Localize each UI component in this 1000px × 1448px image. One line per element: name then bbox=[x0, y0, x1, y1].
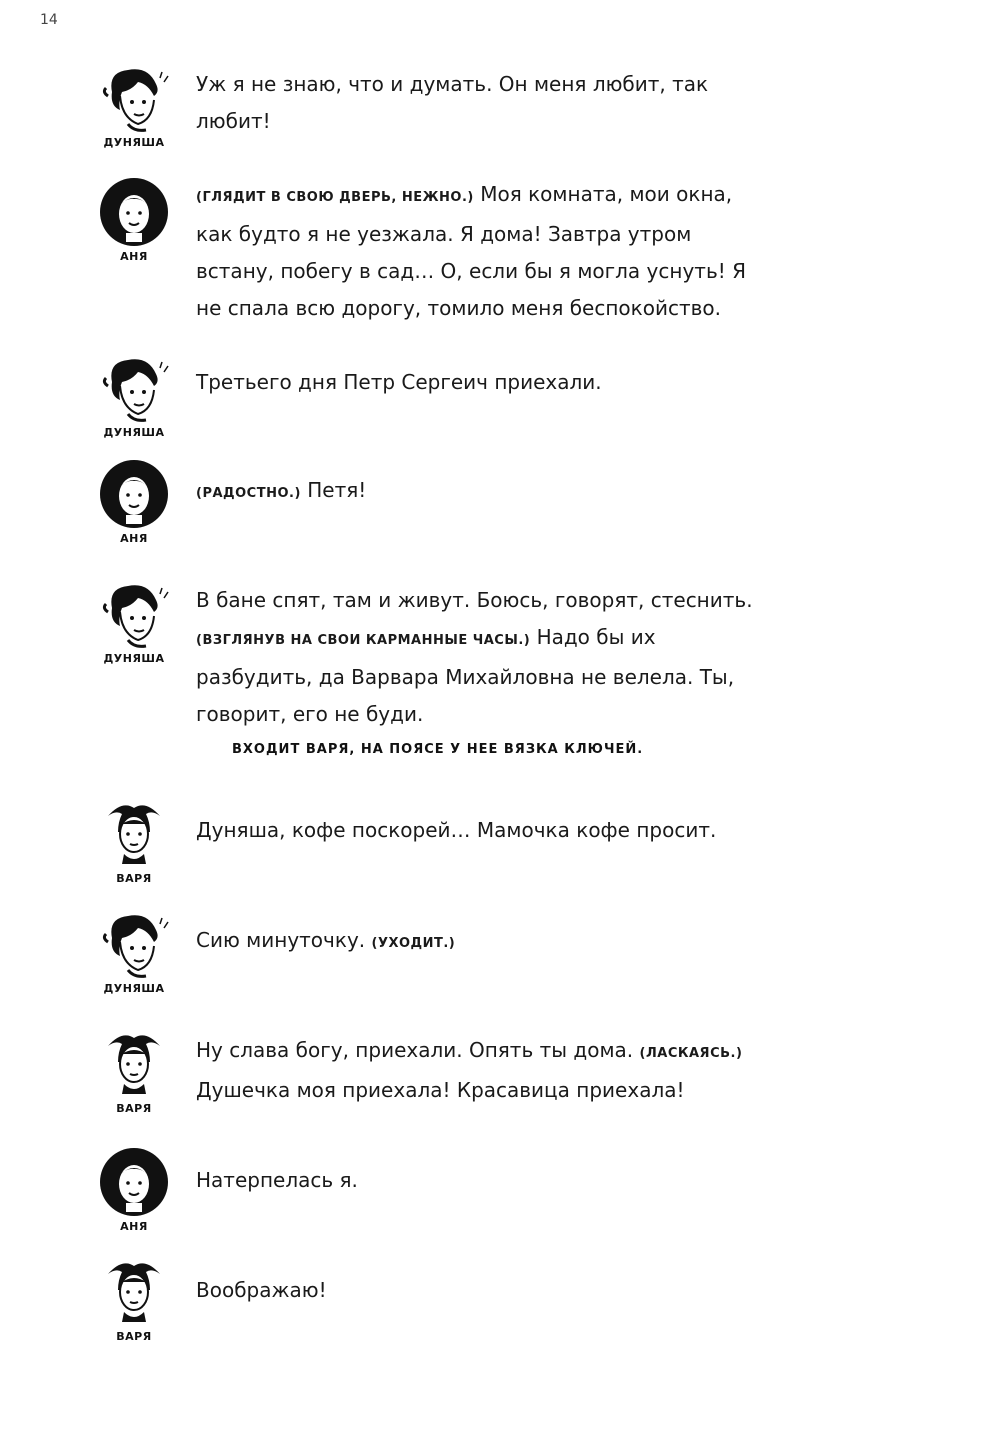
speech-text bbox=[196, 364, 756, 401]
speech-text bbox=[196, 176, 756, 327]
stage-direction bbox=[232, 742, 643, 757]
speech-text bbox=[196, 582, 756, 733]
speaker-name: ВАРЯ bbox=[116, 1330, 152, 1343]
dunyasha-portrait-icon bbox=[98, 578, 170, 650]
speaker-block bbox=[88, 1146, 180, 1233]
line-text: В бане спят, там и живут. Боюсь, говорят, стеснить. bbox=[196, 588, 753, 612]
speaker-name: ДУНЯША bbox=[103, 136, 165, 149]
varya-portrait-icon bbox=[98, 798, 170, 870]
speaker-block bbox=[88, 1256, 180, 1343]
speaker-name: ДУНЯША bbox=[103, 426, 165, 439]
stage-direction-inline: (РАДОСТНО.) bbox=[196, 486, 301, 501]
speech-text bbox=[196, 1162, 756, 1199]
speech-text bbox=[196, 1032, 756, 1109]
speaker-name: ДУНЯША bbox=[103, 652, 165, 665]
speech-text bbox=[196, 66, 756, 140]
stage-direction-inline: (ВЗГЛЯНУВ НА СВОИ КАРМАННЫЕ ЧАСЫ.) bbox=[196, 633, 531, 648]
page-number: 14 bbox=[40, 12, 58, 28]
dunyasha-portrait-icon bbox=[98, 62, 170, 134]
speaker-block bbox=[88, 908, 180, 995]
line-text: Третьего дня Петр Сергеич приехали. bbox=[196, 370, 602, 394]
line-text: Надо бы их разбудить, да Варвара Михайловна не велела. Ты, говорит, его не буди. bbox=[196, 625, 735, 726]
anya-portrait-icon bbox=[98, 1146, 170, 1218]
dunyasha-portrait-icon bbox=[98, 908, 170, 980]
line-text: Воображаю! bbox=[196, 1278, 327, 1302]
line-text: Дуняша, кофе поскорей… Мамочка кофе просит. bbox=[196, 818, 717, 842]
anya-portrait-icon bbox=[98, 458, 170, 530]
speaker-block bbox=[88, 62, 180, 149]
varya-portrait-icon bbox=[98, 1256, 170, 1328]
speech-text bbox=[196, 1272, 756, 1309]
line-text: Сию минуточку. bbox=[196, 928, 366, 952]
stage-direction-post: , НА ПОЯСЕ У НЕЕ ВЯЗКА КЛЮЧЕЙ. bbox=[349, 742, 644, 757]
speaker-block bbox=[88, 352, 180, 439]
speech-text bbox=[196, 812, 756, 849]
speaker-block bbox=[88, 176, 180, 263]
speech-text bbox=[196, 922, 756, 962]
speaker-name: ВАРЯ bbox=[116, 1102, 152, 1115]
anya-portrait-icon bbox=[98, 176, 170, 248]
speaker-block bbox=[88, 458, 180, 545]
speaker-name: АНЯ bbox=[120, 250, 148, 263]
stage-direction-inline: (ГЛЯДИТ В СВОЮ ДВЕРЬ, НЕЖНО.) bbox=[196, 190, 474, 205]
speaker-block bbox=[88, 798, 180, 885]
stage-direction-inline: (УХОДИТ.) bbox=[371, 936, 456, 951]
dunyasha-portrait-icon bbox=[98, 352, 170, 424]
line-text: Уж я не знаю, что и думать. Он меня любит, так любит! bbox=[196, 72, 709, 133]
speaker-name: АНЯ bbox=[120, 532, 148, 545]
line-text: Петя! bbox=[307, 478, 367, 502]
speaker-name: АНЯ bbox=[120, 1220, 148, 1233]
line-text: Душечка моя приехала! Красавица приехала! bbox=[196, 1078, 685, 1102]
speech-text bbox=[196, 472, 756, 512]
stage-direction-pre: ВХОДИТ bbox=[232, 742, 301, 757]
stage-direction-inline: (ЛАСКАЯСЬ.) bbox=[639, 1046, 743, 1061]
line-text: Моя комната, мои окна, как будто я не уезжала. Я дома! Завтра утром встану, побегу в сад… О, если бы я могла уснуть! Я не спала всю дорогу, томило меня беспокойство. bbox=[196, 182, 746, 320]
line-text: Ну слава богу, приехали. Опять ты дома. bbox=[196, 1038, 634, 1062]
varya-portrait-icon bbox=[98, 1028, 170, 1100]
speaker-block bbox=[88, 578, 180, 665]
speaker-name: ДУНЯША bbox=[103, 982, 165, 995]
speaker-name: ВАРЯ bbox=[116, 872, 152, 885]
line-text: Натерпелась я. bbox=[196, 1168, 358, 1192]
stage-direction-name: ВАРЯ bbox=[305, 742, 350, 757]
speaker-block bbox=[88, 1028, 180, 1115]
